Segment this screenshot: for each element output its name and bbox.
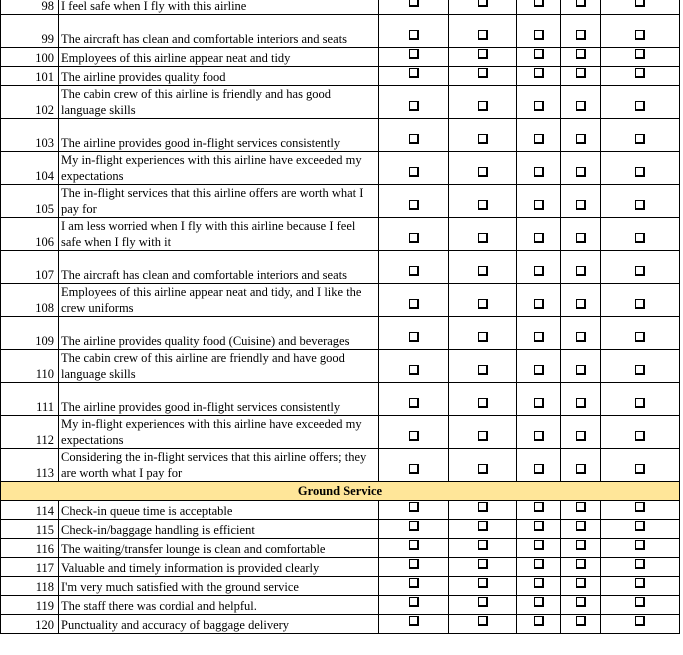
section-header-row xyxy=(1,482,680,501)
item-statement: Check-in/baggage handling is efficient xyxy=(59,520,379,539)
table-row xyxy=(1,317,680,350)
checkbox-icon[interactable] xyxy=(534,332,544,342)
checkbox-icon[interactable] xyxy=(409,101,419,111)
checkbox-icon[interactable] xyxy=(534,299,544,309)
checkbox-icon[interactable] xyxy=(576,167,586,177)
item-statement: I am less worried when I fly with this airline because I feel safe when I fly with it xyxy=(59,218,379,251)
checkbox-icon[interactable] xyxy=(635,200,645,210)
item-number: 117 xyxy=(1,558,59,577)
checkbox-icon[interactable] xyxy=(409,578,419,588)
table-row xyxy=(1,596,680,615)
checkbox-icon[interactable] xyxy=(478,200,488,210)
table-row xyxy=(1,577,680,596)
checkbox-icon[interactable] xyxy=(534,365,544,375)
checkbox-icon[interactable] xyxy=(635,266,645,276)
checkbox-icon[interactable] xyxy=(635,540,645,550)
table-row xyxy=(1,383,680,416)
checkbox-icon[interactable] xyxy=(534,616,544,626)
checkbox-icon[interactable] xyxy=(409,233,419,243)
item-number: 115 xyxy=(1,520,59,539)
checkbox-icon[interactable] xyxy=(478,597,488,607)
table-row xyxy=(1,416,680,449)
checkbox-icon[interactable] xyxy=(478,578,488,588)
checkbox-icon[interactable] xyxy=(478,134,488,144)
table-row xyxy=(1,558,680,577)
checkbox-icon[interactable] xyxy=(478,101,488,111)
item-number: 102 xyxy=(1,86,59,119)
checkbox-icon[interactable] xyxy=(409,200,419,210)
checkbox-icon[interactable] xyxy=(409,597,419,607)
checkbox-icon[interactable] xyxy=(534,167,544,177)
item-statement: Employees of this airline appear neat and tidy, and I like the crew uniforms xyxy=(59,284,379,317)
checkbox-icon[interactable] xyxy=(635,233,645,243)
item-statement: The waiting/transfer lounge is clean and comfortable xyxy=(59,539,379,558)
checkbox-icon[interactable] xyxy=(635,431,645,441)
checkbox-icon[interactable] xyxy=(478,431,488,441)
checkbox-icon[interactable] xyxy=(409,616,419,626)
checkbox-icon[interactable] xyxy=(635,578,645,588)
item-statement: The cabin crew of this airline is friendly and has good language skills xyxy=(59,86,379,119)
item-number: 100 xyxy=(1,48,59,67)
checkbox-icon[interactable] xyxy=(534,49,544,59)
item-number: 120 xyxy=(1,615,59,634)
checkbox-icon[interactable] xyxy=(635,502,645,512)
item-statement: Check-in queue time is acceptable xyxy=(59,501,379,520)
checkbox-icon[interactable] xyxy=(478,299,488,309)
checkbox-icon[interactable] xyxy=(409,266,419,276)
checkbox-icon[interactable] xyxy=(409,332,419,342)
checkbox-icon[interactable] xyxy=(534,540,544,550)
item-number: 107 xyxy=(1,251,59,284)
checkbox-icon[interactable] xyxy=(635,464,645,474)
item-number: 116 xyxy=(1,539,59,558)
checkbox-icon[interactable] xyxy=(478,30,488,40)
table-row xyxy=(1,185,680,218)
checkbox-icon[interactable] xyxy=(576,68,586,78)
checkbox-icon[interactable] xyxy=(576,521,586,531)
checkbox-icon[interactable] xyxy=(576,332,586,342)
item-number: 108 xyxy=(1,284,59,317)
checkbox-icon[interactable] xyxy=(534,134,544,144)
item-statement: The aircraft has clean and comfortable interiors and seats xyxy=(59,15,379,48)
item-number: 99 xyxy=(1,15,59,48)
checkbox-icon[interactable] xyxy=(534,578,544,588)
item-number: 113 xyxy=(1,449,59,482)
table-row xyxy=(1,449,680,482)
checkbox-icon[interactable] xyxy=(635,101,645,111)
checkbox-icon[interactable] xyxy=(534,559,544,569)
checkbox-icon[interactable] xyxy=(478,68,488,78)
item-statement: The airline provides good in-flight services consistently xyxy=(59,383,379,416)
table-row xyxy=(1,152,680,185)
checkbox-icon[interactable] xyxy=(534,464,544,474)
checkbox-icon[interactable] xyxy=(478,616,488,626)
table-row xyxy=(1,67,680,86)
checkbox-icon[interactable] xyxy=(576,134,586,144)
checkbox-icon[interactable] xyxy=(576,398,586,408)
checkbox-icon[interactable] xyxy=(534,521,544,531)
item-number: 112 xyxy=(1,416,59,449)
table-row xyxy=(1,501,680,520)
checkbox-icon[interactable] xyxy=(534,68,544,78)
item-statement: The aircraft has clean and comfortable interiors and seats xyxy=(59,251,379,284)
checkbox-icon[interactable] xyxy=(409,299,419,309)
item-number: 114 xyxy=(1,501,59,520)
checkbox-icon[interactable] xyxy=(534,266,544,276)
checkbox-icon[interactable] xyxy=(635,134,645,144)
checkbox-icon[interactable] xyxy=(635,559,645,569)
checkbox-icon[interactable] xyxy=(534,0,544,7)
section-title: Ground Service xyxy=(1,482,680,501)
checkbox-icon[interactable] xyxy=(478,464,488,474)
table-row xyxy=(1,86,680,119)
table-row xyxy=(1,539,680,558)
checkbox-icon[interactable] xyxy=(534,398,544,408)
item-statement: My in-flight experiences with this airline have exceeded my expectations xyxy=(59,416,379,449)
item-number: 101 xyxy=(1,67,59,86)
item-statement: Considering the in-flight services that this airline offers; they are worth what I pay for xyxy=(59,449,379,482)
table-row xyxy=(1,350,680,383)
checkbox-icon[interactable] xyxy=(576,431,586,441)
item-number: 103 xyxy=(1,119,59,152)
item-number: 110 xyxy=(1,350,59,383)
item-statement: The in-flight services that this airline offers are worth what I pay for xyxy=(59,185,379,218)
checkbox-icon[interactable] xyxy=(409,540,419,550)
checkbox-icon[interactable] xyxy=(534,431,544,441)
item-statement: I'm very much satisfied with the ground service xyxy=(59,577,379,596)
checkbox-icon[interactable] xyxy=(576,540,586,550)
item-number: 98 xyxy=(1,0,59,15)
checkbox-icon[interactable] xyxy=(478,559,488,569)
item-statement: Punctuality and accuracy of baggage delivery xyxy=(59,615,379,634)
checkbox-icon[interactable] xyxy=(576,559,586,569)
checkbox-icon[interactable] xyxy=(409,464,419,474)
checkbox-icon[interactable] xyxy=(635,521,645,531)
checkbox-icon[interactable] xyxy=(635,398,645,408)
checkbox-icon[interactable] xyxy=(576,616,586,626)
checkbox-icon[interactable] xyxy=(409,431,419,441)
checkbox-icon[interactable] xyxy=(478,266,488,276)
checkbox-icon[interactable] xyxy=(635,167,645,177)
checkbox-icon[interactable] xyxy=(635,616,645,626)
checkbox-icon[interactable] xyxy=(409,365,419,375)
checkbox-icon[interactable] xyxy=(478,332,488,342)
checkbox-icon[interactable] xyxy=(635,0,645,7)
checkbox-icon[interactable] xyxy=(576,266,586,276)
checkbox-icon[interactable] xyxy=(635,597,645,607)
item-statement: The cabin crew of this airline are friendly and have good language skills xyxy=(59,350,379,383)
checkbox-icon[interactable] xyxy=(409,134,419,144)
item-number: 106 xyxy=(1,218,59,251)
checkbox-icon[interactable] xyxy=(478,540,488,550)
checkbox-icon[interactable] xyxy=(409,502,419,512)
table-row xyxy=(1,15,680,48)
item-number: 119 xyxy=(1,596,59,615)
table-row xyxy=(1,48,680,67)
checkbox-icon[interactable] xyxy=(409,398,419,408)
table-row xyxy=(1,284,680,317)
item-statement: I feel safe when I fly with this airline xyxy=(59,0,379,15)
checkbox-icon[interactable] xyxy=(534,233,544,243)
checkbox-icon[interactable] xyxy=(635,365,645,375)
item-statement: The airline provides good in-flight services consistently xyxy=(59,119,379,152)
item-number: 105 xyxy=(1,185,59,218)
checkbox-icon[interactable] xyxy=(478,167,488,177)
checkbox-icon[interactable] xyxy=(478,365,488,375)
checkbox-icon[interactable] xyxy=(576,502,586,512)
checkbox-icon[interactable] xyxy=(409,49,419,59)
item-statement: The staff there was cordial and helpful. xyxy=(59,596,379,615)
item-number: 118 xyxy=(1,577,59,596)
item-number: 104 xyxy=(1,152,59,185)
checkbox-icon[interactable] xyxy=(576,464,586,474)
table-row xyxy=(1,119,680,152)
checkbox-icon[interactable] xyxy=(534,597,544,607)
checkbox-icon[interactable] xyxy=(576,30,586,40)
item-statement: Employees of this airline appear neat and tidy xyxy=(59,48,379,67)
checkbox-icon[interactable] xyxy=(635,30,645,40)
checkbox-icon[interactable] xyxy=(534,502,544,512)
checkbox-icon[interactable] xyxy=(635,299,645,309)
checkbox-icon[interactable] xyxy=(576,101,586,111)
checkbox-icon[interactable] xyxy=(576,200,586,210)
item-number: 109 xyxy=(1,317,59,350)
checkbox-icon[interactable] xyxy=(409,68,419,78)
table-row xyxy=(1,615,680,634)
checkbox-icon[interactable] xyxy=(635,49,645,59)
table-row xyxy=(1,520,680,539)
checkbox-icon[interactable] xyxy=(478,398,488,408)
checkbox-icon[interactable] xyxy=(478,502,488,512)
item-number: 111 xyxy=(1,383,59,416)
checkbox-icon[interactable] xyxy=(409,521,419,531)
table-row xyxy=(1,218,680,251)
checkbox-icon[interactable] xyxy=(576,0,586,7)
checkbox-icon[interactable] xyxy=(478,521,488,531)
item-statement: Valuable and timely information is provided clearly xyxy=(59,558,379,577)
checkbox-icon[interactable] xyxy=(478,0,488,7)
item-statement: The airline provides quality food xyxy=(59,67,379,86)
checkbox-icon[interactable] xyxy=(576,299,586,309)
table-row xyxy=(1,251,680,284)
checkbox-icon[interactable] xyxy=(635,332,645,342)
checkbox-icon[interactable] xyxy=(409,30,419,40)
checkbox-icon[interactable] xyxy=(409,167,419,177)
checkbox-icon[interactable] xyxy=(576,49,586,59)
checkbox-icon[interactable] xyxy=(534,200,544,210)
checkbox-icon[interactable] xyxy=(576,578,586,588)
checkbox-icon[interactable] xyxy=(576,233,586,243)
checkbox-icon[interactable] xyxy=(576,365,586,375)
checkbox-icon[interactable] xyxy=(534,30,544,40)
item-statement: The airline provides quality food (Cuisine) and beverages xyxy=(59,317,379,350)
checkbox-icon[interactable] xyxy=(534,101,544,111)
checkbox-icon[interactable] xyxy=(478,49,488,59)
checkbox-icon[interactable] xyxy=(576,597,586,607)
checkbox-icon[interactable] xyxy=(478,233,488,243)
checkbox-icon[interactable] xyxy=(409,559,419,569)
table-row xyxy=(1,0,680,15)
checkbox-icon[interactable] xyxy=(635,68,645,78)
checkbox-icon[interactable] xyxy=(409,0,419,7)
item-statement: My in-flight experiences with this airline have exceeded my expectations xyxy=(59,152,379,185)
